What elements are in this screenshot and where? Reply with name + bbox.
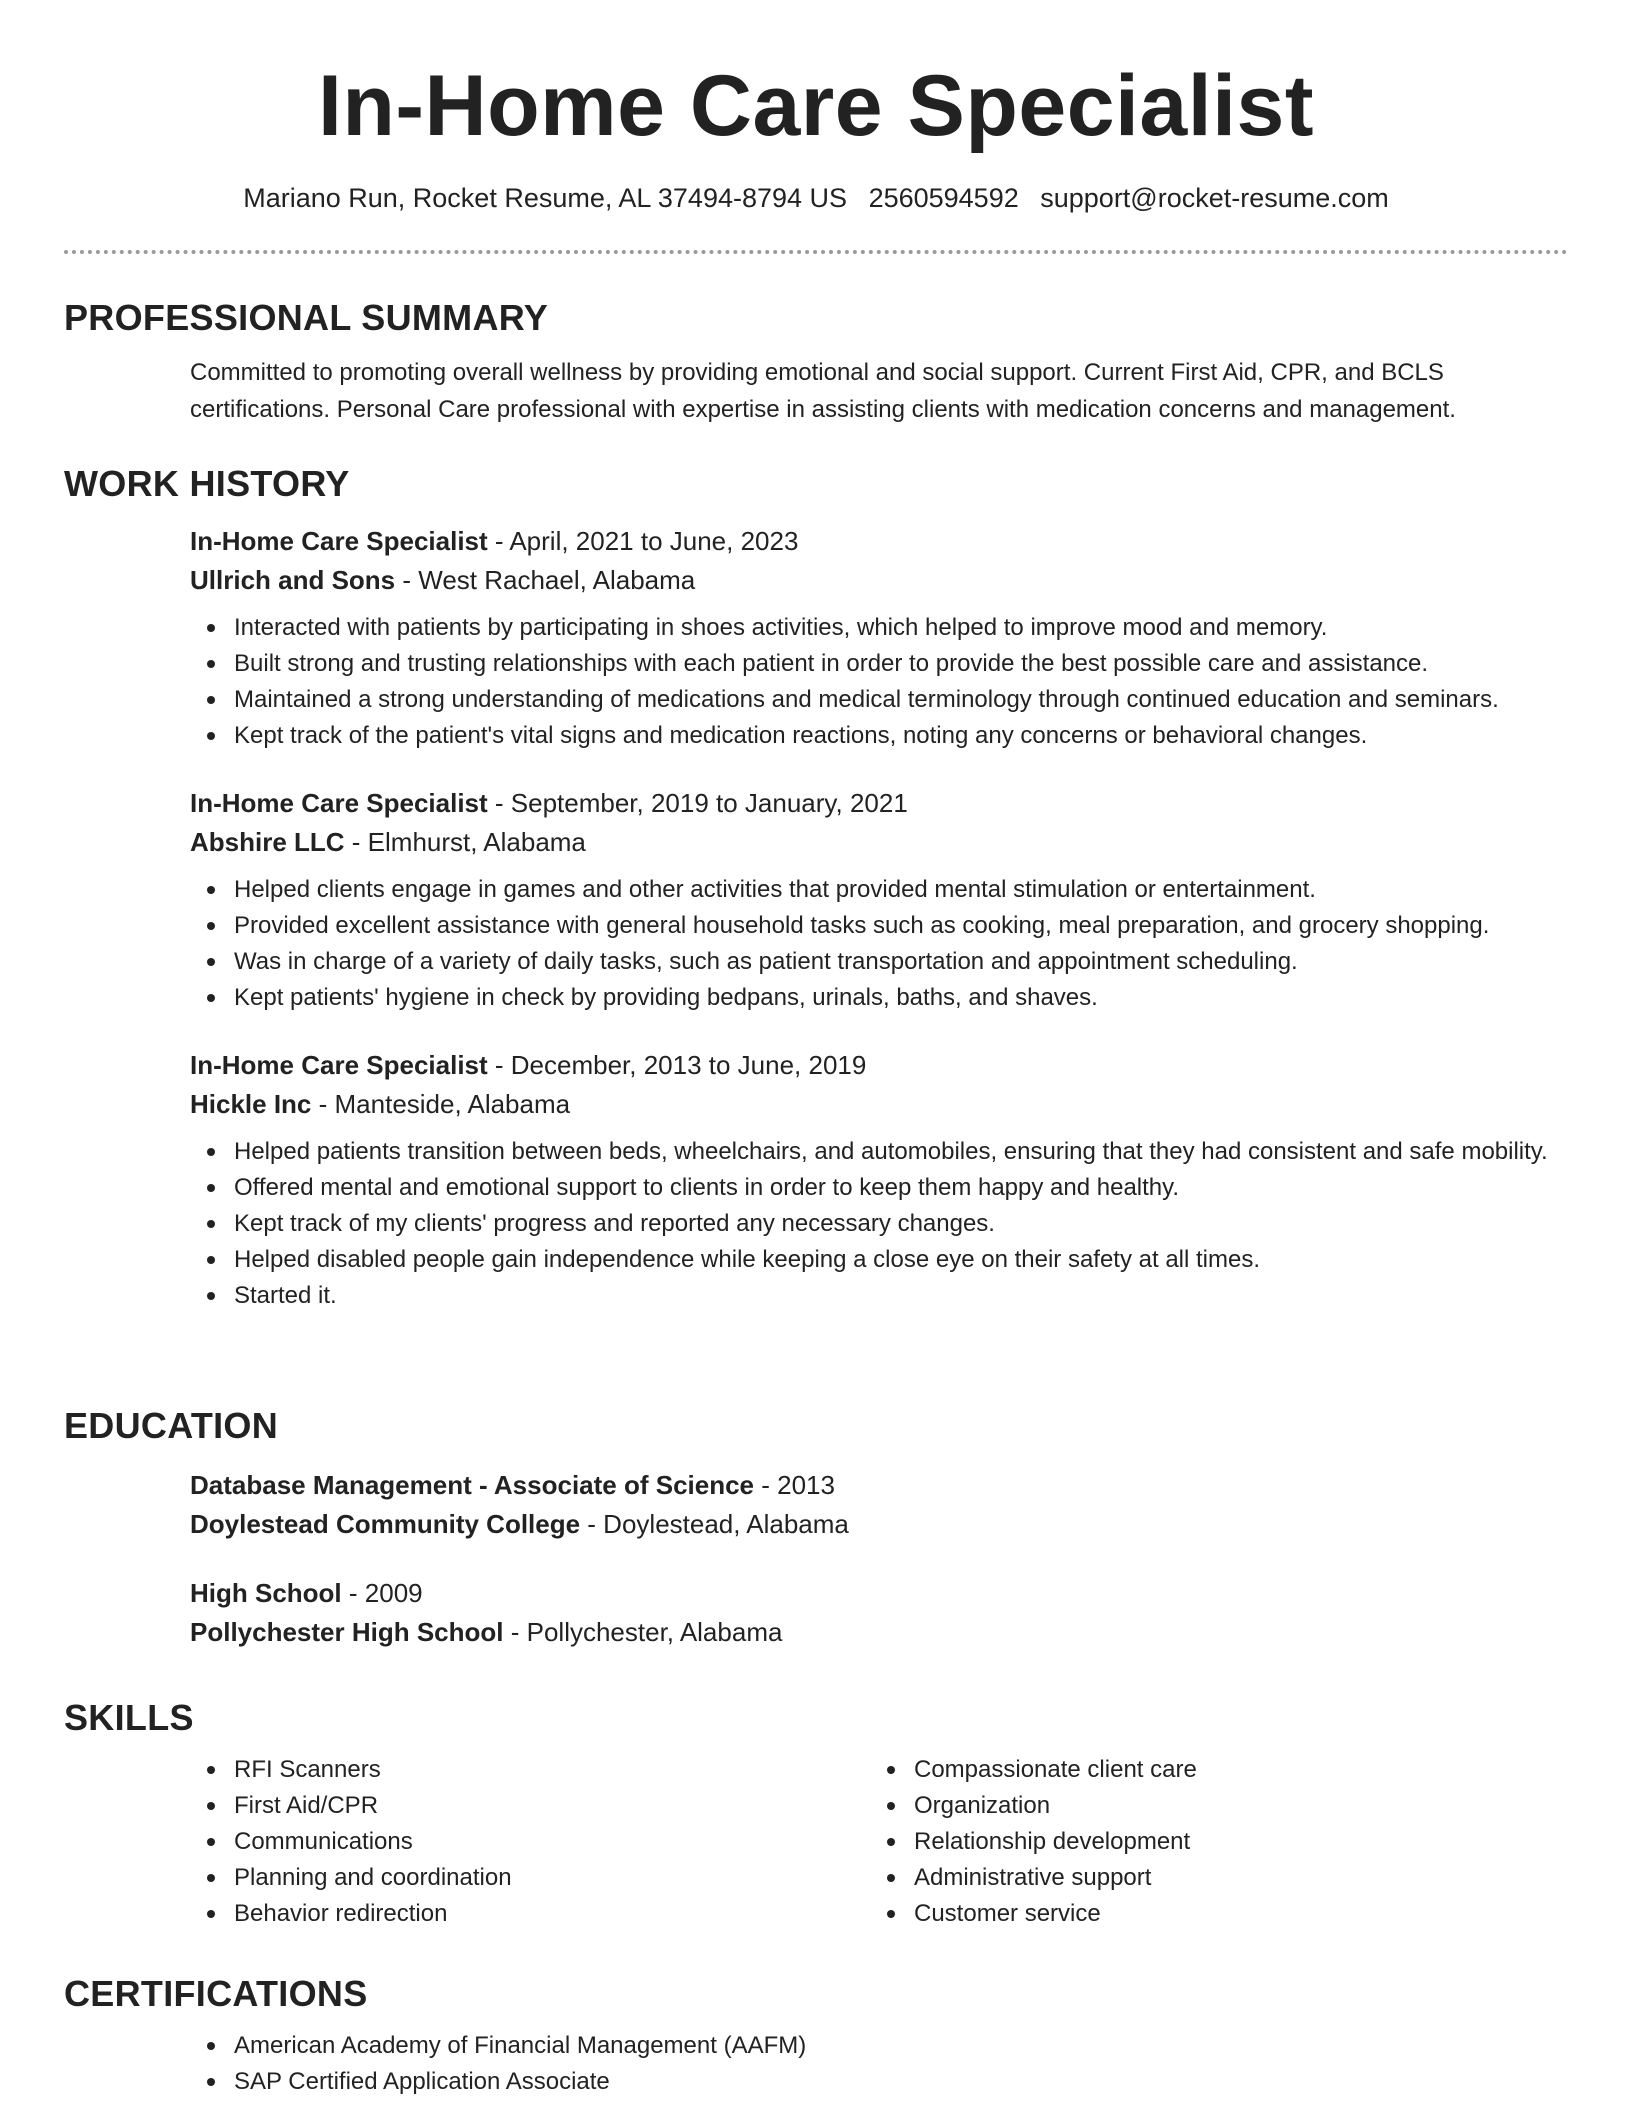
education-degree-line bbox=[190, 1466, 1568, 1505]
section-title-summary: PROFESSIONAL SUMMARY bbox=[64, 297, 549, 338]
list-item: Kept patients' hygiene in check by providing bedpans, urinals, baths, and shaves. bbox=[234, 980, 1568, 1016]
list-item: Relationship development bbox=[914, 1824, 1550, 1860]
contact-address: Mariano Run, Rocket Resume, AL 37494-8794 US bbox=[243, 183, 848, 213]
skills-list-left bbox=[190, 1752, 870, 1932]
list-item: Communications bbox=[234, 1824, 870, 1860]
list-item: Organization bbox=[914, 1788, 1550, 1824]
job-entry bbox=[190, 522, 1568, 754]
education-entry bbox=[190, 1574, 1568, 1652]
list-item: Administrative support bbox=[914, 1860, 1550, 1896]
list-item: SAP Certified Application Associate bbox=[234, 2064, 1568, 2100]
list-item: Compassionate client care bbox=[914, 1752, 1550, 1788]
job-company-line bbox=[190, 561, 1568, 600]
job-company: Abshire LLC bbox=[190, 827, 345, 857]
section-title-work-history: WORK HISTORY bbox=[64, 463, 350, 504]
list-item: Helped disabled people gain independence while keeping a close eye on their safety at all times. bbox=[234, 1242, 1568, 1278]
job-role: In-Home Care Specialist bbox=[190, 526, 488, 556]
contact-line bbox=[0, 180, 1632, 216]
education-school-line bbox=[190, 1613, 1568, 1652]
job-bullets bbox=[190, 872, 1568, 1016]
job-bullets bbox=[190, 1134, 1568, 1314]
skills-column-right bbox=[870, 1752, 1550, 1932]
summary-section bbox=[64, 296, 1568, 428]
list-item: Helped patients transition between beds, wheelchairs, and automobiles, ensuring that they had consistent and safe mobility. bbox=[234, 1134, 1568, 1170]
job-location: - West Rachael, Alabama bbox=[395, 565, 696, 595]
list-item: Started it. bbox=[234, 1278, 1568, 1314]
job-location: - Manteside, Alabama bbox=[311, 1089, 571, 1119]
education-year: - 2013 bbox=[754, 1470, 835, 1500]
job-entry bbox=[190, 1046, 1568, 1314]
certifications-section bbox=[64, 1972, 1568, 2100]
education-year: - 2009 bbox=[341, 1578, 423, 1608]
summary-text: Committed to promoting overall wellness by providing emotional and social support. Current First Aid, CPR, and BCLS certifications. Personal Care professional with expertise in assisting clients with medication concerns and management. bbox=[190, 359, 1456, 423]
list-item: Helped clients engage in games and other activities that provided mental stimulation or entertainment. bbox=[234, 872, 1568, 908]
list-item: Kept track of my clients' progress and reported any necessary changes. bbox=[234, 1206, 1568, 1242]
list-item: American Academy of Financial Management (AAFM) bbox=[234, 2028, 1568, 2064]
work-history-section bbox=[64, 462, 1568, 1314]
education-entry bbox=[190, 1466, 1568, 1544]
education-location: - Doylestead, Alabama bbox=[580, 1509, 849, 1539]
education-location: - Pollychester, Alabama bbox=[503, 1617, 783, 1647]
job-title-line bbox=[190, 522, 1568, 561]
education-school: Doylestead Community College bbox=[190, 1509, 581, 1539]
list-item: Customer service bbox=[914, 1896, 1550, 1932]
contact-phone: 2560594592 bbox=[868, 183, 1019, 213]
education-degree: Database Management - Associate of Science bbox=[190, 1470, 755, 1500]
job-bullets bbox=[190, 610, 1568, 754]
list-item: First Aid/CPR bbox=[234, 1788, 870, 1824]
list-item: Interacted with patients by participating in shoes activities, which helped to improve mood and memory. bbox=[234, 610, 1568, 646]
list-item: RFI Scanners bbox=[234, 1752, 870, 1788]
list-item: Planning and coordination bbox=[234, 1860, 870, 1896]
contact-email: support@rocket-resume.com bbox=[1040, 183, 1389, 213]
job-title-line bbox=[190, 1046, 1568, 1085]
list-item: Offered mental and emotional support to clients in order to keep them happy and healthy. bbox=[234, 1170, 1568, 1206]
list-item: Kept track of the patient's vital signs and medication reactions, noting any concerns or behavioral changes. bbox=[234, 718, 1568, 754]
job-title-line bbox=[190, 784, 1568, 823]
section-title-certifications: CERTIFICATIONS bbox=[64, 1973, 368, 2014]
list-item: Provided excellent assistance with general household tasks such as cooking, meal preparation, and grocery shopping. bbox=[234, 908, 1568, 944]
list-item: Built strong and trusting relationships with each patient in order to provide the best possible care and assistance. bbox=[234, 646, 1568, 682]
education-school: Pollychester High School bbox=[190, 1617, 504, 1647]
job-role: In-Home Care Specialist bbox=[190, 1050, 488, 1080]
section-title-skills: SKILLS bbox=[64, 1697, 194, 1738]
resume-title: In-Home Care Specialist bbox=[317, 58, 1315, 154]
education-degree-line bbox=[190, 1574, 1568, 1613]
section-title-education: EDUCATION bbox=[64, 1405, 279, 1446]
skills-list-right bbox=[870, 1752, 1550, 1932]
certifications-list bbox=[190, 2028, 1568, 2100]
skills-section bbox=[64, 1696, 1568, 1932]
education-section bbox=[64, 1404, 1568, 1652]
job-role: In-Home Care Specialist bbox=[190, 788, 488, 818]
education-school-line bbox=[190, 1505, 1568, 1544]
list-item: Behavior redirection bbox=[234, 1896, 870, 1932]
job-company-line bbox=[190, 823, 1568, 862]
job-dates: - September, 2019 to January, 2021 bbox=[487, 788, 908, 818]
header-divider bbox=[64, 250, 1568, 254]
list-item: Maintained a strong understanding of medications and medical terminology through continued education and seminars. bbox=[234, 682, 1568, 718]
job-location: - Elmhurst, Alabama bbox=[344, 827, 586, 857]
skills-grid bbox=[190, 1752, 1568, 1932]
education-degree: High School bbox=[190, 1578, 342, 1608]
job-company-line bbox=[190, 1085, 1568, 1124]
job-entry bbox=[190, 784, 1568, 1016]
job-dates: - December, 2013 to June, 2019 bbox=[487, 1050, 867, 1080]
job-company: Ullrich and Sons bbox=[190, 565, 396, 595]
skills-column-left bbox=[190, 1752, 870, 1932]
job-company: Hickle Inc bbox=[190, 1089, 312, 1119]
job-dates: - April, 2021 to June, 2023 bbox=[487, 526, 799, 556]
list-item: Was in charge of a variety of daily tasks, such as patient transportation and appointment scheduling. bbox=[234, 944, 1568, 980]
